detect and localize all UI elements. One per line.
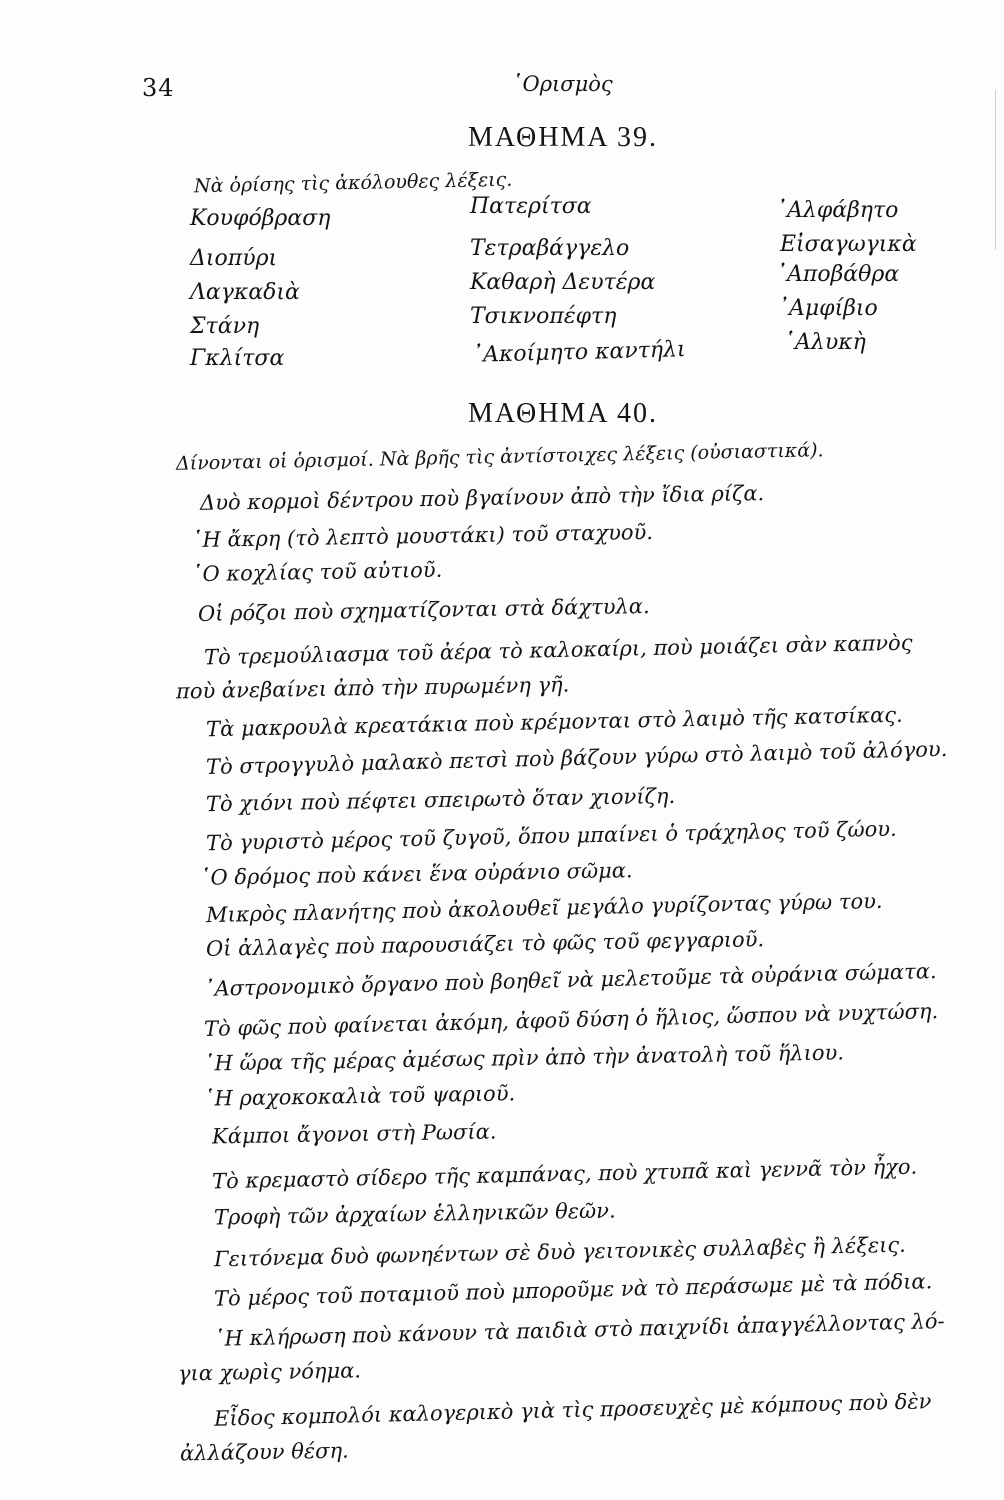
lesson-39-word: Λαγκαδιὰ [190,280,300,305]
lesson-40-title: ΜΑΘΗΜΑ 40. [468,398,658,429]
definition-line: Τὰ μακρουλὰ κρεατάκια ποὺ κρέμονται στὸ λαιμὸ τῆς κατσίκας. [205,702,903,742]
lesson-39-word: Τσικνοπέφτη [470,304,617,329]
lesson-39-word: ᾿Ακοίμητο καντήλι [471,337,686,368]
page-number: 34 [142,74,175,102]
lesson-39-word: Διοπύρι [190,246,278,271]
definition-line: Οἱ ἀλλαγὲς ποὺ παρουσιάζει τὸ φῶς τοῦ φεγγαριοῦ. [205,927,765,961]
definition-line: Κάμποι ἄγονοι στὴ Ρωσία. [211,1119,497,1149]
definition-line: ῾Η ραχοκοκαλιὰ τοῦ ψαριοῦ. [203,1081,516,1111]
definition-line: Τὸ μέρος τοῦ ποταμιοῦ ποὺ μποροῦμε νὰ τὸ περάσωμε μὲ τὰ πόδια. [213,1269,933,1311]
definition-line: ἀλλάζουν θέση. [179,1438,349,1466]
lesson-39-word: ᾿Αποβάθρα [776,262,900,287]
lesson-40-instruction: Δίνονται οἱ ὁρισμοί. Νὰ βρῆς τὶς ἀντίστοιχες λέξεις (οὐσιαστικά). [175,439,824,475]
definition-line: ᾿Αστρονομικὸ ὄργανο ποὺ βοηθεῖ νὰ μελετοῦμε τὰ οὐράνια σώματα. [203,959,937,1001]
definition-line: ῾Ο κοχλίας τοῦ αὐτιοῦ. [191,557,443,587]
lesson-39-instruction: Νὰ ὁρίσης τὶς ἀκόλουθες λέξεις. [193,168,513,198]
definition-line: Τὸ γυριστὸ μέρος τοῦ ζυγοῦ, ὅπου μπαίνει ὁ τράχηλος τοῦ ζώου. [205,816,897,856]
definition-line: Τὸ φῶς ποὺ φαίνεται ἀκόμη, ἀφοῦ δύση ὁ ἥλιος, ὥσπου νὰ νυχτώση. [203,999,939,1041]
definition-line: Γειτόνεμα δυὸ φωνηέντων σὲ δυὸ γειτονικὲς συλλαβὲς ἢ λέξεις. [213,1232,907,1272]
lesson-39-word: Στάνη [190,314,260,339]
lesson-39-word: ῾Αλυκὴ [784,330,866,355]
definition-line: ποὺ ἀνεβαίνει ἀπὸ τὴν πυρωμένη γῆ. [175,672,570,704]
definition-line: για χωρὶς νόημα. [177,1358,362,1386]
lesson-39-word: Πατερίτσα [470,194,592,219]
definition-line: ῾Η ὥρα τῆς μέρας ἀμέσως πρὶν ἀπὸ τὴν ἀνατολὴ τοῦ ἥλιου. [203,1040,845,1076]
definition-line: Εἶδος κομπολόι καλογερικὸ γιὰ τὶς προσευχὲς μὲ κόμπους ποὺ δὲν [213,1389,932,1431]
lesson-39-word: Κουφόβραση [190,206,331,231]
lesson-39-word: ᾿Αλφάβητο [776,198,899,223]
running-head: ῾Ορισμὸς [512,72,613,96]
definition-line: Τροφὴ τῶν ἀρχαίων ἑλληνικῶν θεῶν. [213,1198,616,1230]
definition-line: Τὸ κρεμαστὸ σίδερο τῆς καμπάνας, ποὺ χτυπᾶ καὶ γεννᾶ τὸν ἦχο. [211,1154,918,1194]
lesson-39-word: Εἰσαγωγικὰ [780,232,917,257]
lesson-39-word: ᾿Αμφίβιο [778,296,878,321]
page-edge-shadow [995,90,996,250]
definition-line: Δυὸ κορμοὶ δέντρου ποὺ βγαίνουν ἀπὸ τὴν ἴδια ρίζα. [199,481,765,515]
lesson-39-title: ΜΑΘΗΜΑ 39. [468,122,658,153]
lesson-39-word: Τετραβάγγελο [470,236,630,261]
definition-line: Οἱ ρόζοι ποὺ σχηματίζονται στὰ δάχτυλα. [197,594,650,626]
definition-line: Τὸ χιόνι ποὺ πέφτει σπειρωτὸ ὅταν χιονίζη. [205,783,676,817]
definition-line: Τὸ τρεμούλιασμα τοῦ ἀέρα τὸ καλοκαίρι, ποὺ μοιάζει σὰν καπνὸς [203,630,913,670]
definition-line: ῾Ο δρόμος ποὺ κάνει ἕνα οὐράνιο σῶμα. [199,858,633,890]
lesson-39-word: Καθαρὴ Δευτέρα [470,270,656,295]
definition-line: ῾Η κλήρωση ποὺ κάνουν τὰ παιδιὰ στὸ παιχνίδι ἀπαγγέλλοντας λό- [213,1309,945,1351]
definition-line: Τὸ στρογγυλὸ μαλακὸ πετσὶ ποὺ βάζουν γύρω στὸ λαιμὸ τοῦ ἀλόγου. [205,736,948,780]
lesson-39-word: Γκλίτσα [190,346,285,371]
definition-line: ῾Η ἄκρη (τὸ λεπτὸ μουστάκι) τοῦ σταχυοῦ. [191,519,654,553]
definition-line: Μικρὸς πλανήτης ποὺ ἀκολουθεῖ μεγάλο γυρίζοντας γύρω του. [205,888,883,928]
